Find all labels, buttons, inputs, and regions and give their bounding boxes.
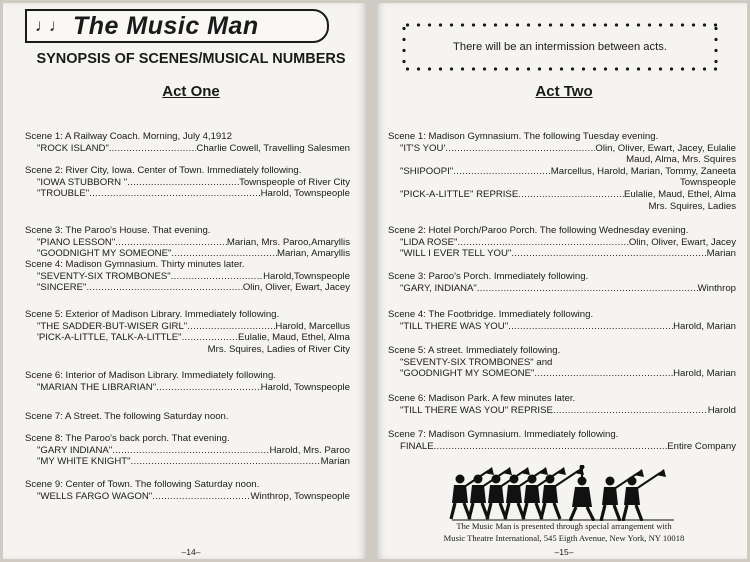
musical-number-cast: Olin, Oliver, Ewart, Jacey bbox=[628, 236, 736, 248]
credit-line-2: Music Theatre International, 545 Eigth Avenue, New York, NY 10018 bbox=[443, 533, 685, 543]
musical-number-row bbox=[25, 177, 350, 189]
musical-number-cast: Marian bbox=[320, 456, 350, 468]
musical-number-row bbox=[25, 445, 350, 457]
musical-number-cast: Harold, Marian bbox=[673, 320, 736, 332]
musical-number-row bbox=[25, 456, 350, 468]
notice-border-top bbox=[402, 23, 718, 27]
musical-number-title: "WELLS FARGO WAGON" bbox=[37, 490, 153, 502]
music-notes-icon: ♩♩ bbox=[35, 16, 63, 35]
musical-number-row bbox=[388, 143, 736, 155]
musical-number-cast: Marian bbox=[706, 248, 736, 260]
scene-heading: Scene 1: Madison Gymnasium. The following Tuesday evening. bbox=[388, 131, 659, 142]
dot-leader bbox=[453, 166, 551, 178]
scene-heading: Scene 4: Madison Gymnasium. Thirty minutes later. bbox=[25, 259, 245, 270]
musical-number-row bbox=[388, 166, 736, 178]
musical-number-row bbox=[388, 441, 736, 453]
scene-block bbox=[25, 131, 350, 154]
musical-number-title: "MY WHITE KNIGHT" bbox=[37, 456, 131, 468]
musical-number-title: "GOODNIGHT MY SOMEONE" bbox=[400, 368, 535, 380]
musical-number-row bbox=[25, 282, 350, 294]
musical-number-cast: Harold, Marian bbox=[673, 368, 736, 380]
dot-leader bbox=[511, 248, 706, 260]
musical-number-title: "PICK-A-LITTLE" REPRISE bbox=[400, 188, 519, 200]
musical-number-title: "IT'S YOU' bbox=[400, 142, 446, 154]
musical-number-title: "GOODNIGHT MY SOMEONE" bbox=[37, 248, 172, 260]
dot-leader bbox=[445, 143, 595, 155]
musical-number-row bbox=[25, 188, 350, 200]
musical-number-title: "TILL THERE WAS YOU" REPRISE bbox=[400, 404, 553, 416]
page-title: The Music Man bbox=[73, 11, 259, 40]
scene-block bbox=[25, 370, 350, 393]
dot-leader bbox=[112, 445, 269, 457]
dot-leader bbox=[187, 321, 275, 333]
musical-number-cast: Winthrop bbox=[697, 282, 736, 294]
musical-number-cast: Harold,Townspeople bbox=[263, 270, 350, 282]
musical-number-title: "GARY, INDIANA" bbox=[400, 282, 477, 294]
musical-number-cast: Townspeople of River City bbox=[239, 176, 350, 188]
scene-block bbox=[388, 131, 736, 212]
dot-leader bbox=[508, 321, 673, 333]
scene-block bbox=[388, 309, 736, 332]
musical-number-cast-continued: Mrs. Squires, Ladies of River City bbox=[207, 343, 350, 355]
intermission-notice-box bbox=[402, 23, 718, 71]
musical-number-cast: Charlie Cowell, Travelling Salesmen bbox=[196, 142, 350, 154]
scene-block bbox=[388, 429, 736, 452]
musical-number-title: "TROUBLE" bbox=[37, 188, 90, 200]
musical-number-row bbox=[25, 382, 350, 394]
scene-block bbox=[25, 259, 350, 294]
dot-leader bbox=[182, 332, 238, 344]
scene-block bbox=[25, 411, 350, 423]
musical-number-title: 'PICK-A-LITTLE, TALK-A-LITTLE" bbox=[37, 332, 182, 344]
musical-number-cast: Marcellus, Harold, Marian, Tommy, Zaneeta bbox=[550, 165, 736, 177]
left-page bbox=[3, 3, 367, 559]
musical-number-row bbox=[388, 357, 736, 369]
musical-number-cast: Eulalie, Maud, Ethel, Alma bbox=[238, 332, 350, 344]
musical-number-row bbox=[25, 321, 350, 333]
musical-number-cast-continued: Maud, Alma, Mrs. Squires bbox=[626, 154, 736, 166]
dot-leader bbox=[115, 237, 227, 249]
musical-number-cast-continued: Mrs. Squires, Ladies bbox=[648, 200, 736, 212]
dot-leader bbox=[152, 491, 250, 503]
scene-heading: Scene 3: Paroo's Porch. Immediately following. bbox=[388, 271, 589, 282]
dot-leader bbox=[112, 143, 197, 155]
musical-number-cast: Harold, Mrs. Paroo bbox=[269, 444, 350, 456]
scene-block bbox=[25, 433, 350, 468]
musical-number-title: "GARY INDIANA" bbox=[37, 444, 113, 456]
musical-number-cast: Marian, Amaryllis bbox=[276, 248, 350, 260]
musical-number-cast: Harold bbox=[707, 404, 736, 416]
musical-number-title: "MARIAN THE LIBRARIAN" bbox=[37, 381, 157, 393]
scene-block bbox=[25, 225, 350, 260]
musical-number-title: "SHIPOOPI" bbox=[400, 165, 454, 177]
musical-number-cast: Marian, Mrs. Paroo,Amaryllis bbox=[226, 236, 350, 248]
scene-block bbox=[388, 345, 736, 380]
musical-number-cast: Winthrop, Townspeople bbox=[250, 490, 350, 502]
musical-number-cast: Harold, Townspeople bbox=[260, 381, 350, 393]
musical-number-cast: Olin, Oliver, Ewart, Jacey, Eulalie bbox=[595, 142, 736, 154]
scene-heading: Scene 2: River City, Iowa. Center of Town. Immediately following. bbox=[25, 165, 302, 176]
musical-number-title: "PIANO LESSON" bbox=[37, 236, 116, 248]
page-number: –14– bbox=[181, 547, 201, 557]
scene-heading: Scene 8: The Paroo's back porch. That evening. bbox=[25, 433, 230, 444]
musical-number-title: "SEVENTY-SIX TROMBONES" and bbox=[400, 356, 553, 368]
scene-block bbox=[25, 479, 350, 502]
dot-leader bbox=[131, 456, 321, 468]
musical-number-row bbox=[25, 491, 350, 503]
dot-leader bbox=[156, 382, 260, 394]
musical-number-row bbox=[25, 271, 350, 283]
act-two-title: Act Two bbox=[535, 83, 593, 100]
musical-number-title: "SEVENTY-SIX TROMBONES" bbox=[37, 270, 171, 282]
musical-number-row bbox=[388, 405, 736, 417]
scene-heading: Scene 5: A street. Immediately following. bbox=[388, 345, 561, 356]
musical-number-cast: Harold, Marcellus bbox=[275, 320, 350, 332]
dot-leader bbox=[553, 405, 708, 417]
credit-line-1: The Music Man is presented through special arrangement with bbox=[456, 521, 672, 531]
musical-number-title: "ROCK ISLAND". bbox=[37, 142, 112, 154]
title-banner bbox=[25, 9, 329, 43]
act-one-title: Act One bbox=[162, 83, 220, 100]
musical-number-row bbox=[388, 189, 736, 201]
dot-leader bbox=[89, 188, 260, 200]
musical-number-cast: Entire Company bbox=[667, 440, 736, 452]
scene-heading: Scene 7: A Street. The following Saturday noon. bbox=[25, 411, 229, 422]
scene-heading: Scene 4: The Footbridge. Immediately following. bbox=[388, 309, 594, 320]
dot-leader bbox=[127, 177, 239, 189]
musical-number-cast: Eulalie, Maud, Ethel, Alma bbox=[624, 188, 736, 200]
musical-number-row bbox=[388, 248, 736, 260]
notice-border-bottom bbox=[402, 67, 718, 71]
scene-block bbox=[25, 309, 350, 355]
musical-number-title: "LIDA ROSE" bbox=[400, 236, 458, 248]
scene-heading: Scene 5: Exterior of Madison Library. Immediately following. bbox=[25, 309, 280, 320]
scene-heading: Scene 2: Hotel Porch/Paroo Porch. The following Wednesday evening. bbox=[388, 225, 689, 236]
right-page bbox=[376, 3, 747, 559]
musical-number-cast: Harold, Townspeople bbox=[260, 188, 350, 200]
dot-leader bbox=[434, 441, 668, 453]
musical-number-row bbox=[388, 321, 736, 333]
musical-number-title: "THE SADDER-BUT-WISER GIRL" bbox=[37, 320, 188, 332]
scene-heading: Scene 6: Madison Park. A few minutes later. bbox=[388, 393, 576, 404]
dot-leader bbox=[518, 189, 624, 201]
scene-block bbox=[388, 393, 736, 416]
musical-number-title: "WILL I EVER TELL YOU" bbox=[400, 248, 512, 260]
dot-leader bbox=[86, 282, 242, 294]
dot-leader bbox=[534, 368, 673, 380]
dot-leader bbox=[171, 271, 263, 283]
musical-number-row bbox=[388, 237, 736, 249]
musical-number-row bbox=[25, 143, 350, 155]
musical-number-row bbox=[25, 332, 350, 344]
intermission-notice: There will be an intermission between acts. bbox=[453, 41, 667, 53]
musical-number-row bbox=[25, 237, 350, 249]
musical-number-cast: Olin, Oliver, Ewart, Jacey bbox=[242, 282, 350, 294]
scene-block bbox=[388, 271, 736, 294]
musical-number-title: "TILL THERE WAS YOU" bbox=[400, 320, 509, 332]
scene-block bbox=[25, 165, 350, 200]
musical-number-title: "IOWA STUBBORN " bbox=[37, 176, 128, 188]
scene-heading: Scene 7: Madison Gymnasium. Immediately following. bbox=[388, 429, 619, 440]
scene-block bbox=[388, 225, 736, 260]
scene-heading: Scene 6: Interior of Madison Library. Immediately following. bbox=[25, 370, 276, 381]
musical-number-row bbox=[388, 368, 736, 380]
musical-number-cast-continued: Townspeople bbox=[679, 177, 736, 189]
synopsis-heading: SYNOPSIS OF SCENES/MUSICAL NUMBERS bbox=[36, 51, 346, 67]
musical-number-title: "SINCERE" bbox=[37, 282, 87, 294]
dot-leader bbox=[457, 237, 628, 249]
musical-number-row bbox=[388, 283, 736, 295]
notice-border-left bbox=[402, 23, 406, 71]
page-number: –15– bbox=[554, 547, 574, 557]
scene-heading: Scene 1: A Railway Coach. Morning, July 4,1912 bbox=[25, 131, 232, 142]
scene-heading: Scene 3: The Paroo's House. That evening. bbox=[25, 225, 211, 236]
notice-border-right bbox=[714, 23, 718, 71]
marching-band-trombone-icon bbox=[448, 465, 678, 521]
musical-number-title: FINALE bbox=[400, 440, 434, 452]
scene-heading: Scene 9: Center of Town. The following Saturday noon. bbox=[25, 479, 260, 490]
dot-leader bbox=[477, 283, 698, 295]
